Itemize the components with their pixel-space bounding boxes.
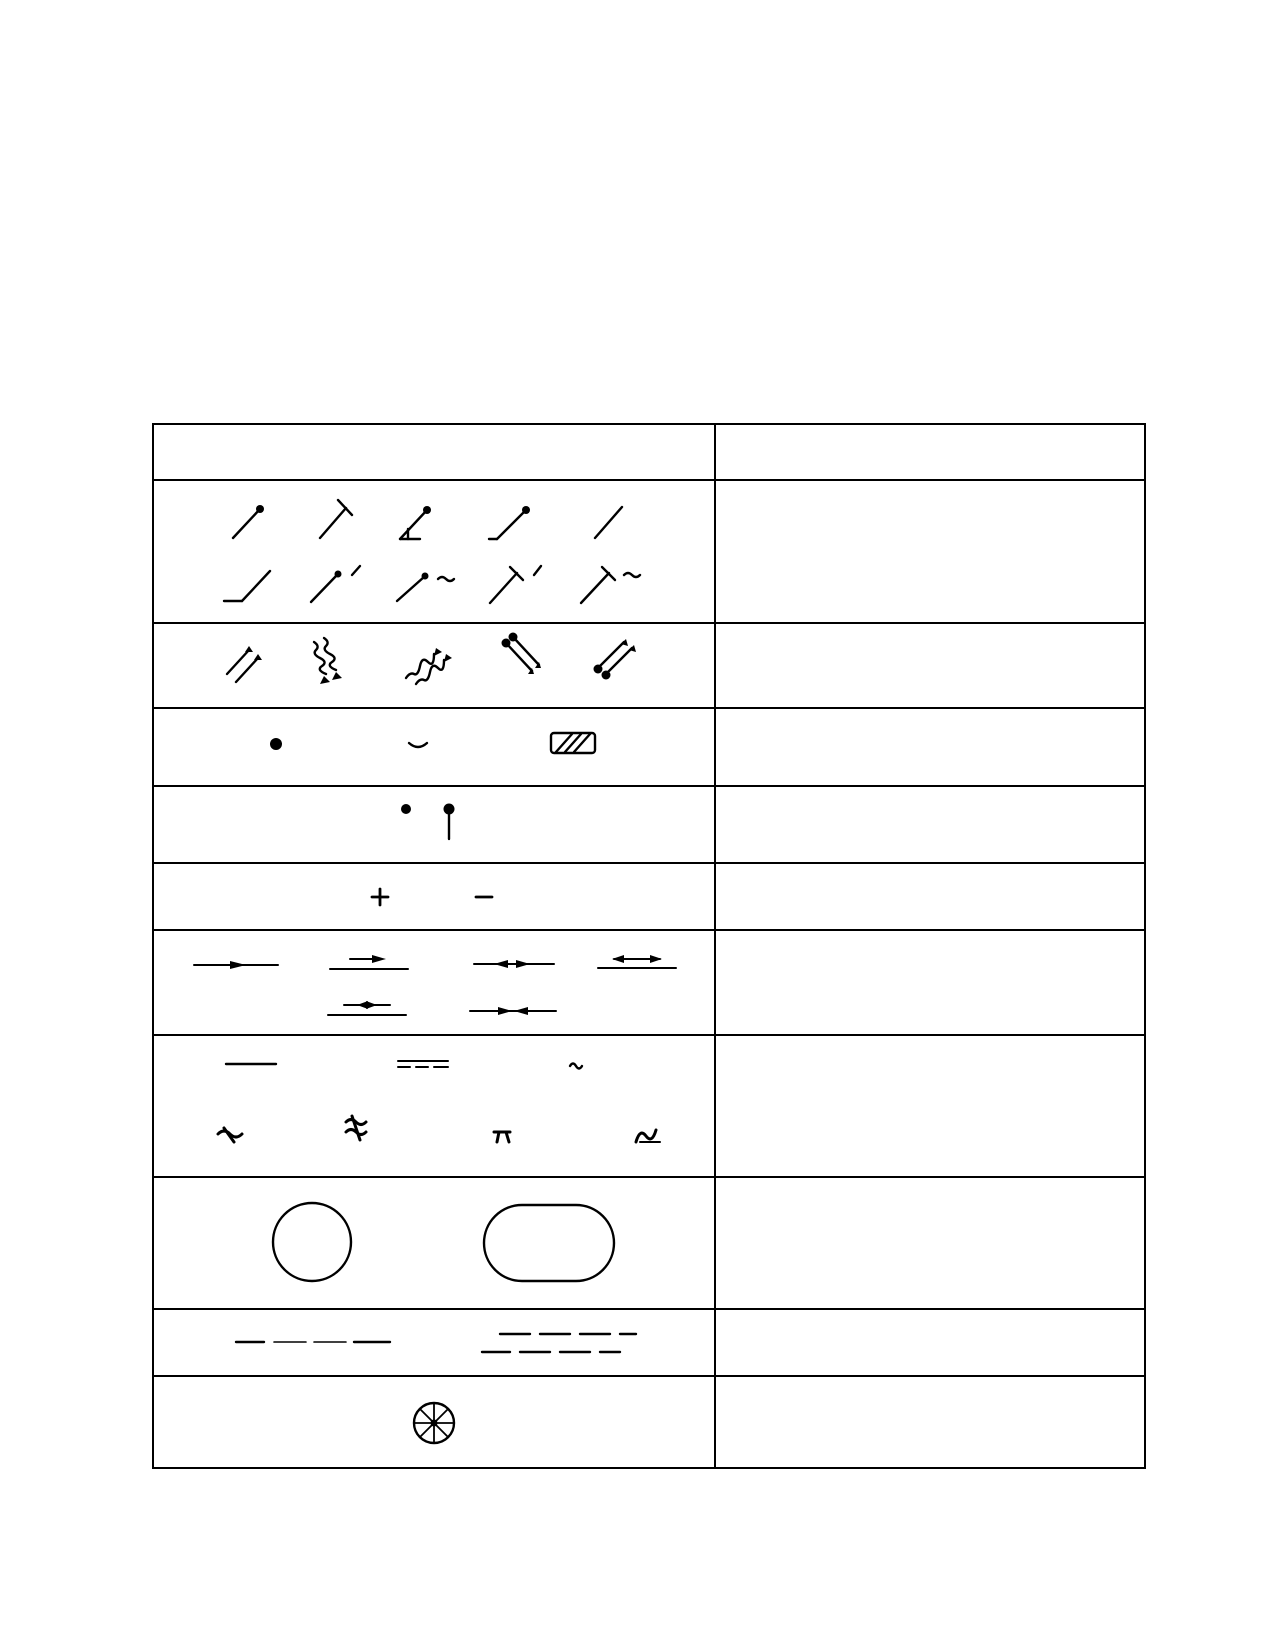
- table-row: [153, 930, 1145, 1035]
- meaning-cell: [715, 930, 1145, 1035]
- paired-arrow-symbols-group: [154, 624, 710, 707]
- crossed-dot-arrow-icon: [502, 633, 542, 675]
- dot-with-stem-icon: [444, 804, 455, 840]
- symbols-cell: [153, 1177, 715, 1309]
- table-row: [153, 1376, 1145, 1468]
- dot-icon: [270, 738, 282, 750]
- symbols-cell: [153, 863, 715, 930]
- symbol-9-icon: [490, 566, 541, 603]
- header-symbols-cell: [153, 424, 715, 480]
- symbols-cell: [153, 708, 715, 786]
- table-row: [153, 786, 1145, 863]
- symbol-10-icon: [581, 567, 640, 603]
- symbol-3-icon: [400, 506, 431, 539]
- dot-stem-group: [154, 787, 710, 862]
- table-row: [153, 708, 1145, 786]
- symbols-cell: [153, 623, 715, 708]
- header-meaning-cell: [715, 424, 1145, 480]
- symbol-6-icon: [224, 571, 270, 601]
- circle-stadium-group: [154, 1178, 710, 1308]
- symbol-4-icon: [489, 506, 530, 539]
- symbols-cell: [153, 1309, 715, 1376]
- arrow-line-1-icon: [194, 961, 278, 969]
- symbol-table: [152, 423, 1146, 1469]
- double-arrow-icon: [227, 646, 262, 682]
- symbols-cell: [153, 480, 715, 623]
- stroke-symbols-group: [154, 481, 710, 622]
- line-glyph-group: [154, 1036, 710, 1176]
- symbols-cell: [153, 786, 715, 863]
- arrow-line-3-icon: [474, 960, 554, 968]
- table-row: [153, 1309, 1145, 1376]
- meaning-cell: [715, 480, 1145, 623]
- rounded-rectangle-icon: [484, 1205, 614, 1281]
- arrow-line-6-icon: [470, 1007, 556, 1015]
- symbol-2-icon: [320, 500, 352, 538]
- meaning-cell: [715, 708, 1145, 786]
- tie-icon: [409, 743, 427, 747]
- hatched-box-icon: [551, 733, 595, 753]
- symbols-cell: [153, 1035, 715, 1177]
- glyph-2-icon: [346, 1116, 366, 1140]
- small-dot-icon: [401, 804, 411, 814]
- symbols-cell: [153, 1376, 715, 1468]
- table-row: [153, 1177, 1145, 1309]
- meaning-cell: [715, 1376, 1145, 1468]
- meaning-cell: [715, 623, 1145, 708]
- arrow-line-4-icon: [598, 955, 676, 968]
- symbol-8-icon: [397, 573, 454, 602]
- wavy-double-arrow-icon: [314, 638, 342, 684]
- meaning-cell: [715, 863, 1145, 930]
- wheel-group: [154, 1377, 710, 1467]
- arrow-line-2-icon: [330, 955, 408, 969]
- table-row: [153, 480, 1145, 623]
- wheel-icon: [414, 1403, 454, 1443]
- crossed-arrow-dot-icon: [594, 639, 637, 680]
- plus-minus-group: [154, 864, 710, 929]
- dot-tie-box-group: [154, 709, 710, 785]
- circle-icon: [273, 1203, 351, 1281]
- arrow-line-group: [154, 931, 710, 1034]
- plus-icon: [372, 889, 388, 905]
- table-row: [153, 1035, 1145, 1177]
- meaning-cell: [715, 1309, 1145, 1376]
- symbol-7-icon: [311, 566, 360, 602]
- meaning-cell: [715, 1177, 1145, 1309]
- wavy-cross-arrow-icon: [406, 648, 452, 684]
- double-dashed-line-icon: [482, 1334, 636, 1352]
- glyph-1-icon: [218, 1128, 242, 1142]
- glyph-3-icon: [494, 1132, 510, 1142]
- table-header-row: [153, 424, 1145, 480]
- tilde-icon: [570, 1064, 582, 1069]
- double-dashed-icon: [398, 1061, 448, 1067]
- meaning-cell: [715, 786, 1145, 863]
- table-row: [153, 623, 1145, 708]
- glyph-4-icon: [636, 1130, 660, 1142]
- meaning-cell: [715, 1035, 1145, 1177]
- table-row: [153, 863, 1145, 930]
- symbols-cell: [153, 930, 715, 1035]
- symbol-1-icon: [233, 505, 264, 538]
- dashed-line-group: [154, 1310, 710, 1375]
- arrow-line-5-icon: [328, 1001, 406, 1015]
- symbol-5-icon: [595, 507, 622, 538]
